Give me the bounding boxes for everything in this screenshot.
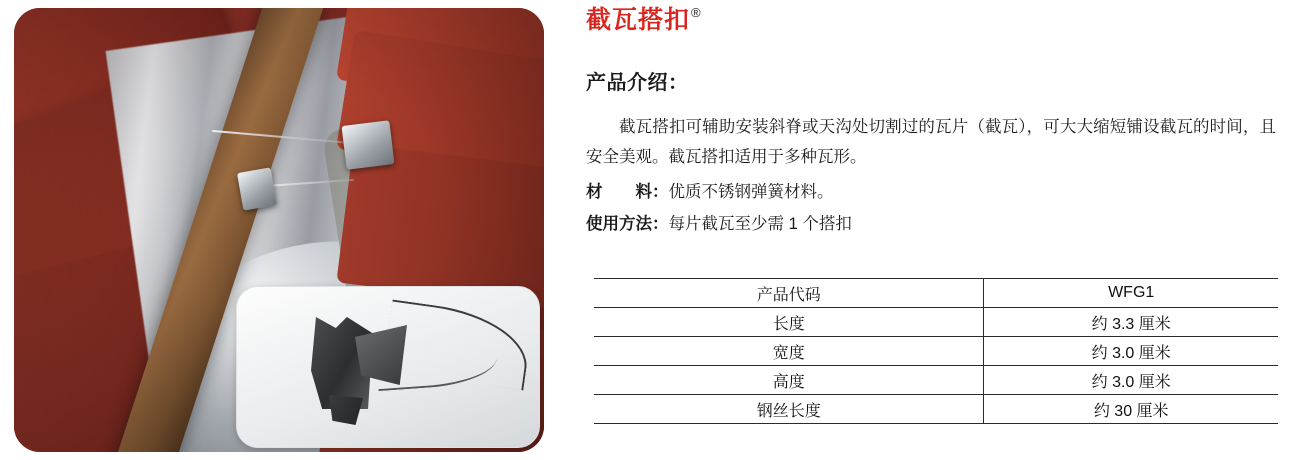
product-description: 截瓦搭扣可辅助安装斜脊或天沟处切割过的瓦片（截瓦），可大大缩短铺设截瓦的时间，且安全美观。截瓦搭扣适用于多种瓦形。 — [586, 118, 1276, 166]
material-line — [586, 178, 834, 206]
spec-name: 高度 — [594, 366, 984, 395]
product-info-column — [586, 0, 1286, 460]
main-product-photo — [14, 8, 544, 452]
spec-value: WFG1 — [984, 279, 1278, 308]
table-row — [594, 308, 1278, 337]
page-title: 截瓦搭扣 — [586, 6, 691, 34]
spec-value: 约 3.3 厘米 — [984, 308, 1278, 337]
product-title-row — [586, 5, 701, 34]
registered-trademark-icon: ® — [691, 5, 701, 20]
usage-value: 每片截瓦至少需 1 个搭扣 — [668, 215, 852, 233]
table-row — [594, 279, 1278, 308]
material-value: 优质不锈钢弹簧材料。 — [668, 183, 834, 201]
spec-value: 约 30 厘米 — [984, 395, 1278, 424]
inset-product-photo — [236, 286, 540, 448]
spec-value: 约 3.0 厘米 — [984, 337, 1278, 366]
table-row — [594, 395, 1278, 424]
table-row — [594, 366, 1278, 395]
specification-table — [594, 278, 1278, 424]
spec-name: 长度 — [594, 308, 984, 337]
material-label: 材 料： — [586, 183, 669, 201]
installed-clip — [341, 120, 394, 170]
clip-tab — [329, 395, 363, 425]
spec-name: 钢丝长度 — [594, 395, 984, 424]
usage-label: 使用方法： — [586, 215, 669, 233]
usage-line — [586, 210, 852, 238]
section-heading-introduction: 产品介绍： — [586, 72, 689, 94]
spec-value: 约 3.0 厘米 — [984, 366, 1278, 395]
spec-name: 宽度 — [594, 337, 984, 366]
installed-clip — [237, 167, 277, 210]
spec-name: 产品代码 — [594, 279, 984, 308]
table-row — [594, 337, 1278, 366]
